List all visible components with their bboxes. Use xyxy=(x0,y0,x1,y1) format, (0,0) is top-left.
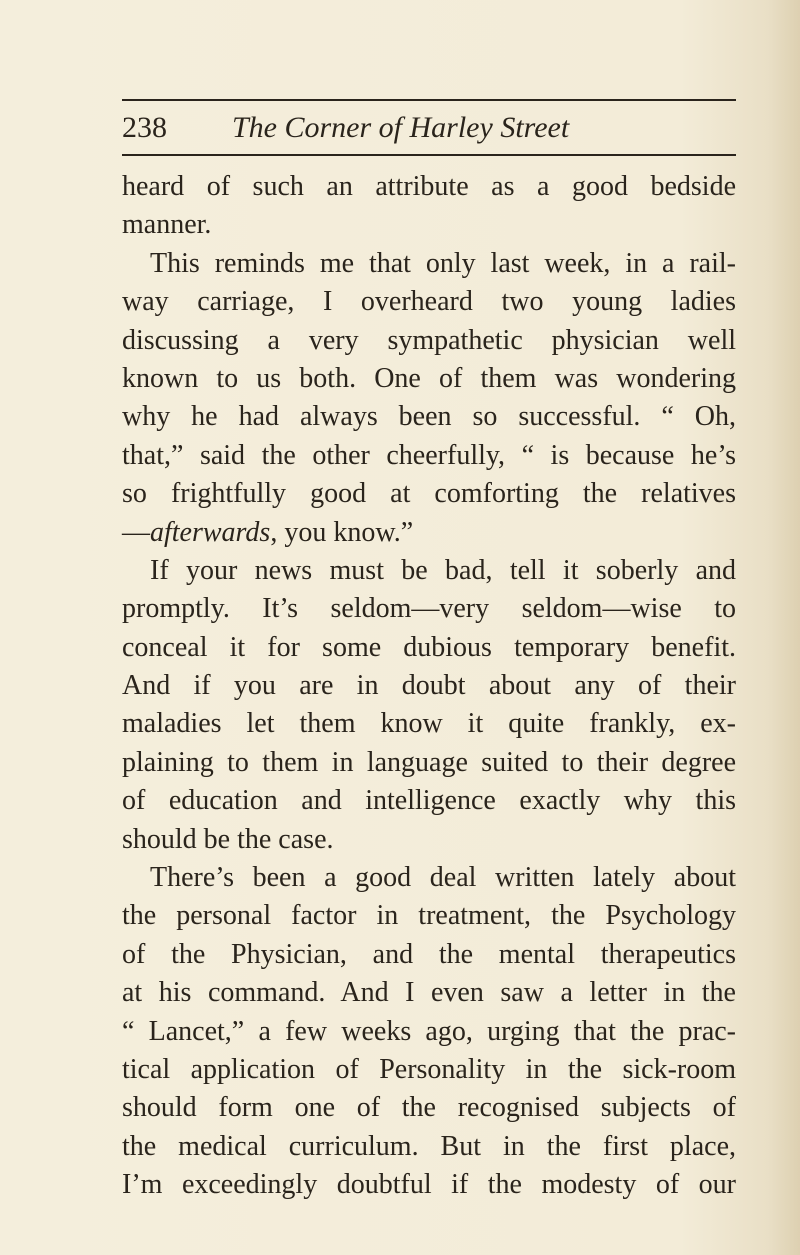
text-line: There’s been a good deal written lately about xyxy=(150,862,736,894)
text-line: the medical curriculum. But in the first place, xyxy=(122,1130,736,1162)
text-line xyxy=(122,514,736,552)
text-line: heard of such an attribute as a good bedside xyxy=(122,171,736,202)
text-line: that,” said the other cheerfully, “ is because he’s xyxy=(122,439,736,471)
text-line: the personal factor in treatment, the Psychology xyxy=(122,900,736,932)
italic-emphasis: afterwards xyxy=(150,516,271,548)
text-line: of education and intelligence exactly why this xyxy=(122,785,736,817)
text-line: way carriage, I overheard two young ladies xyxy=(122,286,736,318)
header-rule-bottom xyxy=(122,154,736,156)
page-number: 238 xyxy=(122,111,167,144)
text-line: of the Physician, and the mental therapeutics xyxy=(122,938,736,970)
text-line: should be the case. xyxy=(122,823,334,855)
text-line: plaining to them in language suited to their degree xyxy=(122,746,736,778)
header-rule-top xyxy=(122,99,736,101)
text-line: discussing a very sympathetic physician well xyxy=(122,324,736,356)
text-line: tical application of Personality in the sick-room xyxy=(122,1053,736,1085)
text-line: maladies let them know it quite frankly, ex- xyxy=(122,708,736,740)
text-line: at his command. And I even saw a letter in the xyxy=(122,977,736,1009)
text-line: promptly. It’s seldom—very seldom—wise to xyxy=(122,593,736,625)
text-line: And if you are in doubt about any of their xyxy=(122,670,736,702)
text-line: known to us both. One of them was wondering xyxy=(122,362,736,394)
text-line: If your news must be bad, tell it soberly and xyxy=(150,554,736,586)
text-segment: — xyxy=(122,516,150,548)
text-line: “ Lancet,” a few weeks ago, urging that the prac- xyxy=(122,1015,736,1047)
body-text xyxy=(122,168,736,1205)
text-line: conceal it for some dubious temporary benefit. xyxy=(122,631,736,663)
running-title: The Corner of Harley Street xyxy=(232,111,570,144)
text-line: so frightfully good at comforting the relatives xyxy=(122,478,736,510)
text-line: manner. xyxy=(122,209,212,241)
text-line: This reminds me that only last week, in a rail- xyxy=(150,247,736,279)
text-segment: , you know.” xyxy=(270,516,414,548)
page-header xyxy=(122,108,736,148)
text-line: should form one of the recognised subjects of xyxy=(122,1092,736,1124)
text-line: why he had always been so successful. “ Oh, xyxy=(122,401,736,433)
text-line: I’m exceedingly doubtful if the modesty of our xyxy=(122,1169,736,1201)
